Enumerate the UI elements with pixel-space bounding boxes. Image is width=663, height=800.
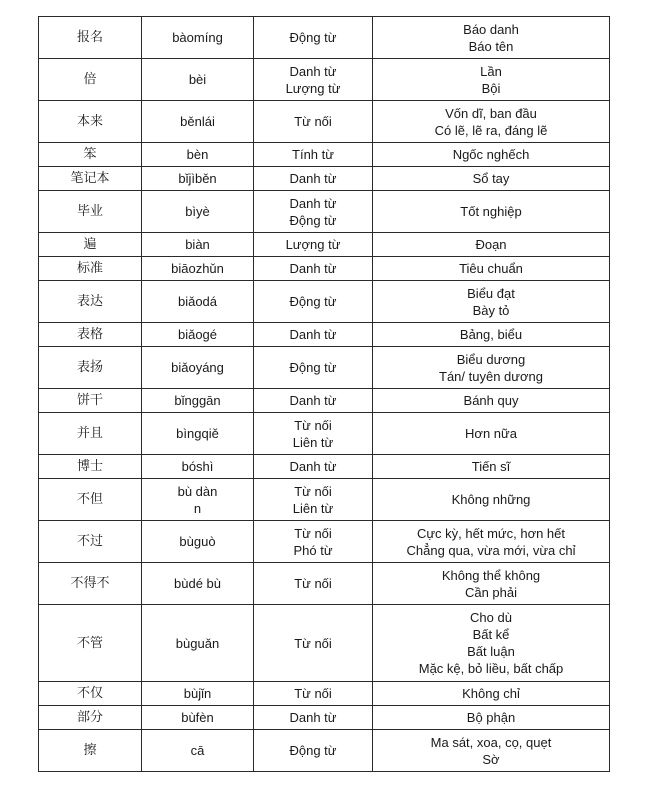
meaning-cell-line: Hơn nữa (465, 426, 517, 441)
meaning-cell (373, 143, 610, 167)
pinyin-cell-line: bù dàn (177, 483, 218, 499)
part-of-speech-cell-line: Danh từ (289, 393, 337, 408)
pinyin-cell (142, 389, 254, 413)
pinyin-cell-line: bùjǐn (183, 686, 212, 701)
hanzi-cell: 不过 (39, 521, 142, 563)
meaning-cell-line: Báo tên (468, 38, 514, 54)
meaning-cell-line: Đoạn (475, 237, 507, 252)
meaning-cell-line: Bộ phận (466, 710, 516, 725)
part-of-speech-cell (254, 17, 373, 59)
part-of-speech-cell-line: Động từ (289, 212, 337, 228)
table-row (39, 143, 610, 167)
meaning-cell-line: Không những (451, 492, 531, 507)
hanzi-cell: 倍 (39, 59, 142, 101)
pinyin-cell (142, 347, 254, 389)
part-of-speech-cell (254, 706, 373, 730)
table-row (39, 101, 610, 143)
meaning-cell (373, 17, 610, 59)
hanzi-cell: 笨 (39, 143, 142, 167)
meaning-cell-line: Vốn dĩ, ban đầu (445, 105, 537, 121)
part-of-speech-cell (254, 143, 373, 167)
pinyin-cell (142, 143, 254, 167)
meaning-cell-line: Bảng, biểu (459, 327, 523, 342)
meaning-cell (373, 59, 610, 101)
table-row (39, 706, 610, 730)
pinyin-cell (142, 191, 254, 233)
meaning-cell-line: Biểu dương (456, 351, 526, 367)
meaning-cell-line: Tán/ tuyên dương (439, 368, 543, 384)
meaning-cell (373, 730, 610, 772)
table-row (39, 479, 610, 521)
hanzi-cell: 部分 (39, 706, 142, 730)
meaning-cell (373, 455, 610, 479)
pinyin-cell (142, 682, 254, 706)
pinyin-cell (142, 563, 254, 605)
part-of-speech-cell (254, 257, 373, 281)
meaning-cell (373, 413, 610, 455)
pinyin-cell (142, 281, 254, 323)
part-of-speech-cell (254, 167, 373, 191)
table-row (39, 455, 610, 479)
meaning-cell (373, 233, 610, 257)
part-of-speech-cell-line: Danh từ (289, 63, 337, 79)
part-of-speech-cell-line: Danh từ (289, 261, 337, 276)
pinyin-cell (142, 479, 254, 521)
table-row (39, 323, 610, 347)
table-row (39, 389, 610, 413)
part-of-speech-cell-line: Lượng từ (285, 80, 341, 96)
pinyin-cell-line: bóshì (181, 459, 214, 474)
part-of-speech-cell-line: Danh từ (289, 195, 337, 211)
hanzi-cell: 博士 (39, 455, 142, 479)
part-of-speech-cell (254, 521, 373, 563)
meaning-cell (373, 257, 610, 281)
table-row (39, 682, 610, 706)
hanzi-cell: 表扬 (39, 347, 142, 389)
table-row (39, 17, 610, 59)
part-of-speech-cell-line: Động từ (289, 30, 337, 45)
meaning-cell-line: Lần (480, 63, 502, 79)
pinyin-cell-line: bèi (188, 72, 207, 87)
part-of-speech-cell-line: Tính từ (292, 147, 334, 162)
meaning-cell-line: Ma sát, xoa, cọ, quẹt (430, 734, 552, 750)
pinyin-cell-line: biāozhǔn (171, 261, 224, 276)
meaning-cell (373, 389, 610, 413)
part-of-speech-cell-line: Từ nối (294, 576, 332, 591)
table-row (39, 281, 610, 323)
part-of-speech-cell (254, 730, 373, 772)
table-row (39, 257, 610, 281)
part-of-speech-cell (254, 347, 373, 389)
meaning-cell-line: Sổ tay (472, 171, 510, 186)
meaning-cell-line: Cần phải (464, 584, 518, 600)
part-of-speech-cell-line: Từ nối (294, 635, 332, 651)
part-of-speech-cell (254, 389, 373, 413)
pinyin-cell (142, 257, 254, 281)
part-of-speech-cell-line: Danh từ (289, 171, 337, 186)
meaning-cell (373, 347, 610, 389)
meaning-cell-line: Có lẽ, lẽ ra, đáng lẽ (434, 122, 548, 138)
part-of-speech-cell-line: Từ nối (294, 417, 332, 433)
part-of-speech-cell-line: Lượng từ (285, 237, 341, 252)
part-of-speech-cell-line: Từ nối (294, 483, 332, 499)
meaning-cell (373, 281, 610, 323)
meaning-cell-line: Cực kỳ, hết mức, hơn hết (416, 525, 566, 541)
pinyin-cell-line: bǐnggān (174, 393, 221, 408)
meaning-cell-line: Sờ (482, 751, 500, 767)
part-of-speech-cell-line: Từ nối (294, 525, 332, 541)
meaning-cell-line: Bày tỏ (472, 302, 510, 318)
meaning-cell-line: Cho dù (470, 610, 512, 625)
meaning-cell (373, 191, 610, 233)
vocabulary-table (38, 16, 610, 772)
hanzi-cell: 本来 (39, 101, 142, 143)
pinyin-cell-line: bùguò (179, 534, 216, 549)
hanzi-cell: 不仅 (39, 682, 142, 706)
pinyin-cell-line: běnlái (180, 114, 215, 129)
part-of-speech-cell (254, 479, 373, 521)
meaning-cell-line: Ngốc nghếch (452, 147, 530, 162)
pinyin-cell (142, 455, 254, 479)
pinyin-cell-line: n (193, 500, 202, 516)
meaning-cell-line: Mặc kệ, bỏ liều, bất chấp (418, 661, 564, 676)
part-of-speech-cell-line: Liên từ (292, 434, 334, 450)
hanzi-cell: 表达 (39, 281, 142, 323)
pinyin-cell (142, 323, 254, 347)
pinyin-cell (142, 730, 254, 772)
pinyin-cell-line: biǎoyáng (171, 360, 224, 375)
meaning-cell-line: Tiến sĩ (471, 459, 511, 474)
hanzi-cell: 擦 (39, 730, 142, 772)
meaning-cell (373, 521, 610, 563)
meaning-cell-line: Biểu đạt (467, 285, 515, 301)
pinyin-cell (142, 706, 254, 730)
hanzi-cell: 遍 (39, 233, 142, 257)
meaning-cell (373, 101, 610, 143)
pinyin-cell (142, 167, 254, 191)
part-of-speech-cell-line: Phó từ (293, 542, 333, 558)
meaning-cell (373, 479, 610, 521)
hanzi-cell: 标准 (39, 257, 142, 281)
meaning-cell (373, 605, 610, 682)
table-row (39, 59, 610, 101)
table-row (39, 605, 610, 682)
part-of-speech-cell-line: Động từ (289, 360, 337, 375)
part-of-speech-cell-line: Từ nối (294, 114, 332, 129)
meaning-cell (373, 682, 610, 706)
part-of-speech-cell (254, 605, 373, 682)
pinyin-cell-line: bùdé bù (174, 576, 221, 591)
pinyin-cell-line: biǎodá (177, 294, 218, 309)
pinyin-cell-line: bàomíng (172, 30, 223, 45)
meaning-cell (373, 167, 610, 191)
meaning-cell-line: Bất luận (467, 644, 515, 659)
table-row (39, 191, 610, 233)
hanzi-cell: 并且 (39, 413, 142, 455)
meaning-cell (373, 706, 610, 730)
hanzi-cell: 不管 (39, 605, 142, 682)
pinyin-cell-line: biàn (185, 237, 210, 252)
part-of-speech-cell (254, 59, 373, 101)
part-of-speech-cell-line: Danh từ (289, 327, 337, 342)
pinyin-cell (142, 17, 254, 59)
table-row (39, 347, 610, 389)
hanzi-cell: 不但 (39, 479, 142, 521)
part-of-speech-cell (254, 233, 373, 257)
meaning-cell-line: Báo danh (463, 21, 519, 37)
part-of-speech-cell-line: Danh từ (289, 459, 337, 474)
pinyin-cell-line: bèn (186, 147, 209, 162)
part-of-speech-cell (254, 281, 373, 323)
pinyin-cell-line: bùfèn (181, 710, 214, 725)
hanzi-cell: 报名 (39, 17, 142, 59)
hanzi-cell: 表格 (39, 323, 142, 347)
meaning-cell-line: Tốt nghiệp (460, 204, 522, 219)
table-row (39, 730, 610, 772)
part-of-speech-cell (254, 101, 373, 143)
pinyin-cell (142, 59, 254, 101)
pinyin-cell (142, 413, 254, 455)
table-row (39, 563, 610, 605)
pinyin-cell (142, 233, 254, 257)
table-row (39, 521, 610, 563)
hanzi-cell: 饼干 (39, 389, 142, 413)
pinyin-cell (142, 521, 254, 563)
meaning-cell-line: Không thể không (441, 567, 541, 583)
meaning-cell-line: Bánh quy (463, 393, 519, 408)
part-of-speech-cell (254, 455, 373, 479)
vocabulary-table-body (39, 17, 610, 772)
pinyin-cell-line: biǎogé (177, 327, 218, 342)
table-row (39, 167, 610, 191)
meaning-cell-line: Chẳng qua, vừa mới, vừa chỉ (406, 542, 576, 558)
table-row (39, 233, 610, 257)
pinyin-cell-line: bǐjìběn (178, 171, 217, 186)
part-of-speech-cell-line: Danh từ (289, 710, 337, 725)
hanzi-cell: 毕业 (39, 191, 142, 233)
pinyin-cell-line: cā (190, 743, 205, 758)
pinyin-cell-line: bìngqiě (176, 426, 219, 441)
part-of-speech-cell (254, 323, 373, 347)
meaning-cell-line: Tiêu chuẩn (459, 261, 523, 276)
hanzi-cell: 不得不 (39, 563, 142, 605)
part-of-speech-cell (254, 682, 373, 706)
pinyin-cell (142, 605, 254, 682)
part-of-speech-cell-line: Động từ (289, 743, 337, 758)
table-row (39, 413, 610, 455)
part-of-speech-cell-line: Liên từ (292, 500, 334, 516)
pinyin-cell (142, 101, 254, 143)
pinyin-cell-line: bìyè (185, 204, 210, 219)
part-of-speech-cell (254, 563, 373, 605)
meaning-cell-line: Bội (481, 80, 501, 96)
meaning-cell (373, 563, 610, 605)
part-of-speech-cell (254, 413, 373, 455)
pinyin-cell-line: bùguǎn (175, 635, 220, 651)
part-of-speech-cell (254, 191, 373, 233)
hanzi-cell: 笔记本 (39, 167, 142, 191)
meaning-cell-line: Bất kể (472, 627, 510, 642)
part-of-speech-cell-line: Từ nối (294, 686, 332, 701)
meaning-cell (373, 323, 610, 347)
meaning-cell-line: Không chỉ (462, 686, 520, 701)
part-of-speech-cell-line: Động từ (289, 294, 337, 309)
